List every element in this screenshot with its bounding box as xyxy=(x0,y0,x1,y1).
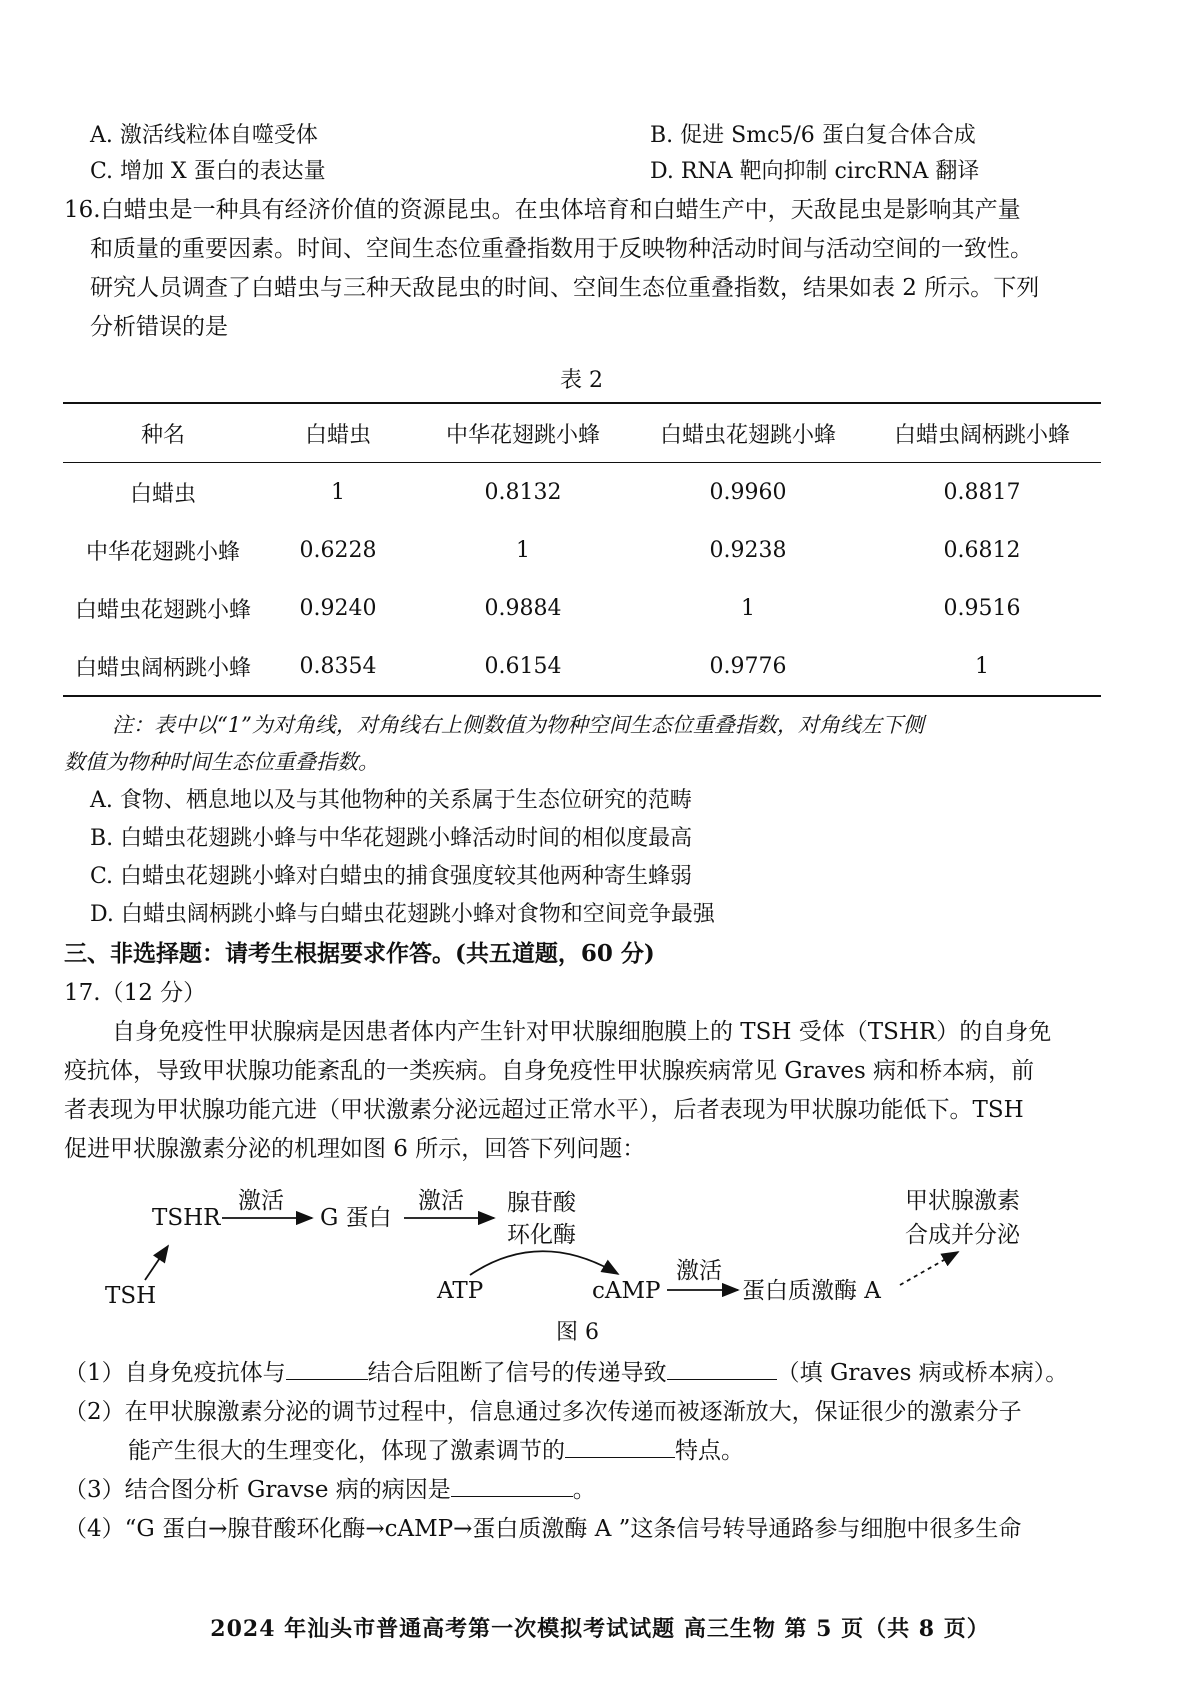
q17-paragraph-line-4: 促进甲状腺激素分泌的机理如图 6 所示，回答下列问题： xyxy=(64,1136,646,1162)
answer-blank[interactable] xyxy=(451,1476,573,1497)
q16-stem-line-2: 和质量的重要因素。时间、空间生态位重叠指数用于反映物种活动时间与活动空间的一致性。 xyxy=(90,236,1033,262)
table-cell: 0.9776 xyxy=(709,653,787,679)
table-cell: 0.9238 xyxy=(709,537,787,563)
page-footer: 2024 年汕头市普通高考第一次模拟考试试题 高三生物 第 5 页（共 8 页） xyxy=(210,1616,990,1642)
section-instructions: 请考生根据要求作答。(共五道题，60 分) xyxy=(225,940,655,967)
table-cell: 0.8132 xyxy=(484,479,562,505)
table-cell: 0.6812 xyxy=(943,537,1021,563)
table-header-cell: 白蜡虫 xyxy=(304,422,371,448)
table-cell: 1 xyxy=(516,537,530,563)
g-protein-label: G 蛋白 xyxy=(320,1205,392,1231)
table-cell: 白蜡虫 xyxy=(129,481,196,507)
table-row xyxy=(63,579,1101,637)
table-note-line-2: 数值为物种时间生态位重叠指数。 xyxy=(64,750,379,774)
q16-option-b: B. 白蜡虫花翅跳小蜂与中华花翅跳小蜂活动时间的相似度最高 xyxy=(90,826,693,851)
sub1-text-b: 结合后阻断了信号的传递导致 xyxy=(367,1360,667,1386)
q17-sub2-line-1: （2）在甲状腺激素分泌的调节过程中，信息通过多次传递而被逐渐放大，保证很少的激素分子 xyxy=(64,1399,1022,1425)
table-cell: 白蜡虫花翅跳小蜂 xyxy=(74,597,251,623)
sub3-text-a: （3）结合图分析 Gravse 病的病因是 xyxy=(64,1477,451,1503)
answer-blank[interactable] xyxy=(565,1437,675,1458)
q16-stem-line-4: 分析错误的是 xyxy=(90,314,228,340)
q17-sub4: （4）“G 蛋白→腺苷酸环化酶→cAMP→蛋白质激酶 A ”这条信号转导通路参与细胞中很多生命 xyxy=(64,1516,1022,1542)
table-title: 表 2 xyxy=(560,368,603,393)
q16-stem-line-1: 16.白蜡虫是一种具有经济价值的资源昆虫。在虫体培育和白蜡生产中，天敌昆虫是影响其产量 xyxy=(64,197,1021,223)
q17-sub1 xyxy=(64,1357,1068,1389)
overlap-index-table xyxy=(63,402,1101,697)
table-cell: 0.9240 xyxy=(299,595,377,621)
figure-caption: 图 6 xyxy=(556,1320,599,1345)
table-cell: 0.9516 xyxy=(943,595,1021,621)
protein-kinase-a-label: 蛋白质激酶 A xyxy=(742,1278,881,1304)
atp-label: ATP xyxy=(437,1278,484,1304)
q16-option-a: A. 食物、栖息地以及与其他物种的关系属于生态位研究的范畴 xyxy=(90,788,692,813)
table-header-cell: 白蜡虫阔柄跳小蜂 xyxy=(893,422,1070,448)
table-cell: 1 xyxy=(741,595,755,621)
table-cell: 0.6228 xyxy=(299,537,377,563)
table-cell: 中华花翅跳小蜂 xyxy=(85,539,240,565)
q15-option-d: D. RNA 靶向抑制 circRNA 翻译 xyxy=(650,159,980,184)
sub2-text-b: 特点。 xyxy=(675,1438,744,1464)
adenylate-cyclase-line-2: 环化酶 xyxy=(507,1222,576,1248)
pka-to-hormone-arrow xyxy=(900,1252,958,1285)
answer-blank[interactable] xyxy=(667,1359,777,1380)
q17-paragraph-line-1: 自身免疫性甲状腺病是因患者体内产生针对甲状腺细胞膜上的 TSH 受体（TSHR）的自身免 xyxy=(112,1019,1052,1045)
q15-option-c: C. 增加 X 蛋白的表达量 xyxy=(90,159,326,184)
table-cell: 1 xyxy=(975,653,989,679)
tsh-to-tshr-arrow xyxy=(145,1246,168,1280)
q17-sub3 xyxy=(64,1474,596,1506)
tsh-label: TSH xyxy=(105,1283,157,1309)
table-cell: 1 xyxy=(331,479,345,505)
q17-paragraph-line-3: 者表现为甲状腺功能亢进（甲状激素分泌远超过正常水平），后者表现为甲状腺功能低下。TSH xyxy=(64,1097,1024,1123)
q15-option-a: A. 激活线粒体自噬受体 xyxy=(90,123,318,148)
q17-paragraph-line-2: 疫抗体，导致甲状腺功能紊乱的一类疾病。自身免疫性甲状腺疾病常见 Graves 病和桥本病，前 xyxy=(64,1058,1035,1084)
signal-pathway-diagram xyxy=(0,1170,1200,1310)
table-row xyxy=(63,463,1101,522)
table-row xyxy=(63,637,1101,696)
camp-label: cAMP xyxy=(592,1278,661,1304)
sub3-text-b: 。 xyxy=(572,1477,596,1503)
thyroid-hormone-line-2: 合成并分泌 xyxy=(905,1222,1020,1248)
sub1-text-c: （填 Graves 病或桥本病）。 xyxy=(776,1360,1069,1386)
sub1-text-a: （1）自身免疫抗体与 xyxy=(64,1360,286,1386)
tshr-label: TSHR xyxy=(152,1205,221,1231)
q16-option-c: C. 白蜡虫花翅跳小蜂对白蜡虫的捕食强度较其他两种寄生蜂弱 xyxy=(90,864,693,889)
q16-option-d: D. 白蜡虫阔柄跳小蜂与白蜡虫花翅跳小蜂对食物和空间竞争最强 xyxy=(90,902,715,927)
table-row xyxy=(63,521,1101,579)
q16-stem-line-3: 研究人员调查了白蜡虫与三种天敌昆虫的时间、空间生态位重叠指数，结果如表 2 所示。下列 xyxy=(90,275,1040,301)
table-cell: 0.9960 xyxy=(709,479,787,505)
table-header-cell: 种名 xyxy=(140,422,185,448)
table-note-line-1: 注：表中以“1”为对角线，对角线右上侧数值为物种空间生态位重叠指数，对角线左下侧 xyxy=(112,713,924,737)
activate-label-3: 激活 xyxy=(676,1258,722,1284)
activate-label-1: 激活 xyxy=(238,1188,284,1214)
section-heading xyxy=(64,938,655,970)
answer-blank[interactable] xyxy=(286,1359,368,1380)
q17-header: 17.（12 分） xyxy=(64,980,207,1006)
table-header-cell: 白蜡虫花翅跳小蜂 xyxy=(659,422,836,448)
thyroid-hormone-line-1: 甲状腺激素 xyxy=(905,1188,1020,1214)
table-cell: 白蜡虫阔柄跳小蜂 xyxy=(74,655,251,681)
activate-label-2: 激活 xyxy=(418,1188,464,1214)
adenylate-cyclase-line-1: 腺苷酸 xyxy=(507,1190,576,1216)
table-cell: 0.8354 xyxy=(299,653,377,679)
table-header-row xyxy=(63,403,1101,463)
atp-to-camp-arrow xyxy=(470,1251,618,1275)
table-cell: 0.9884 xyxy=(484,595,562,621)
sub2-text-a: 能产生很大的生理变化，体现了激素调节的 xyxy=(128,1438,565,1464)
table-header-cell: 中华花翅跳小蜂 xyxy=(445,422,600,448)
q17-sub2-line-2 xyxy=(128,1435,744,1467)
table-cell: 0.8817 xyxy=(943,479,1021,505)
section-label: 三、非选择题： xyxy=(64,940,225,967)
table-cell: 0.6154 xyxy=(484,653,562,679)
q15-option-b: B. 促进 Smc5/6 蛋白复合体合成 xyxy=(650,123,976,148)
